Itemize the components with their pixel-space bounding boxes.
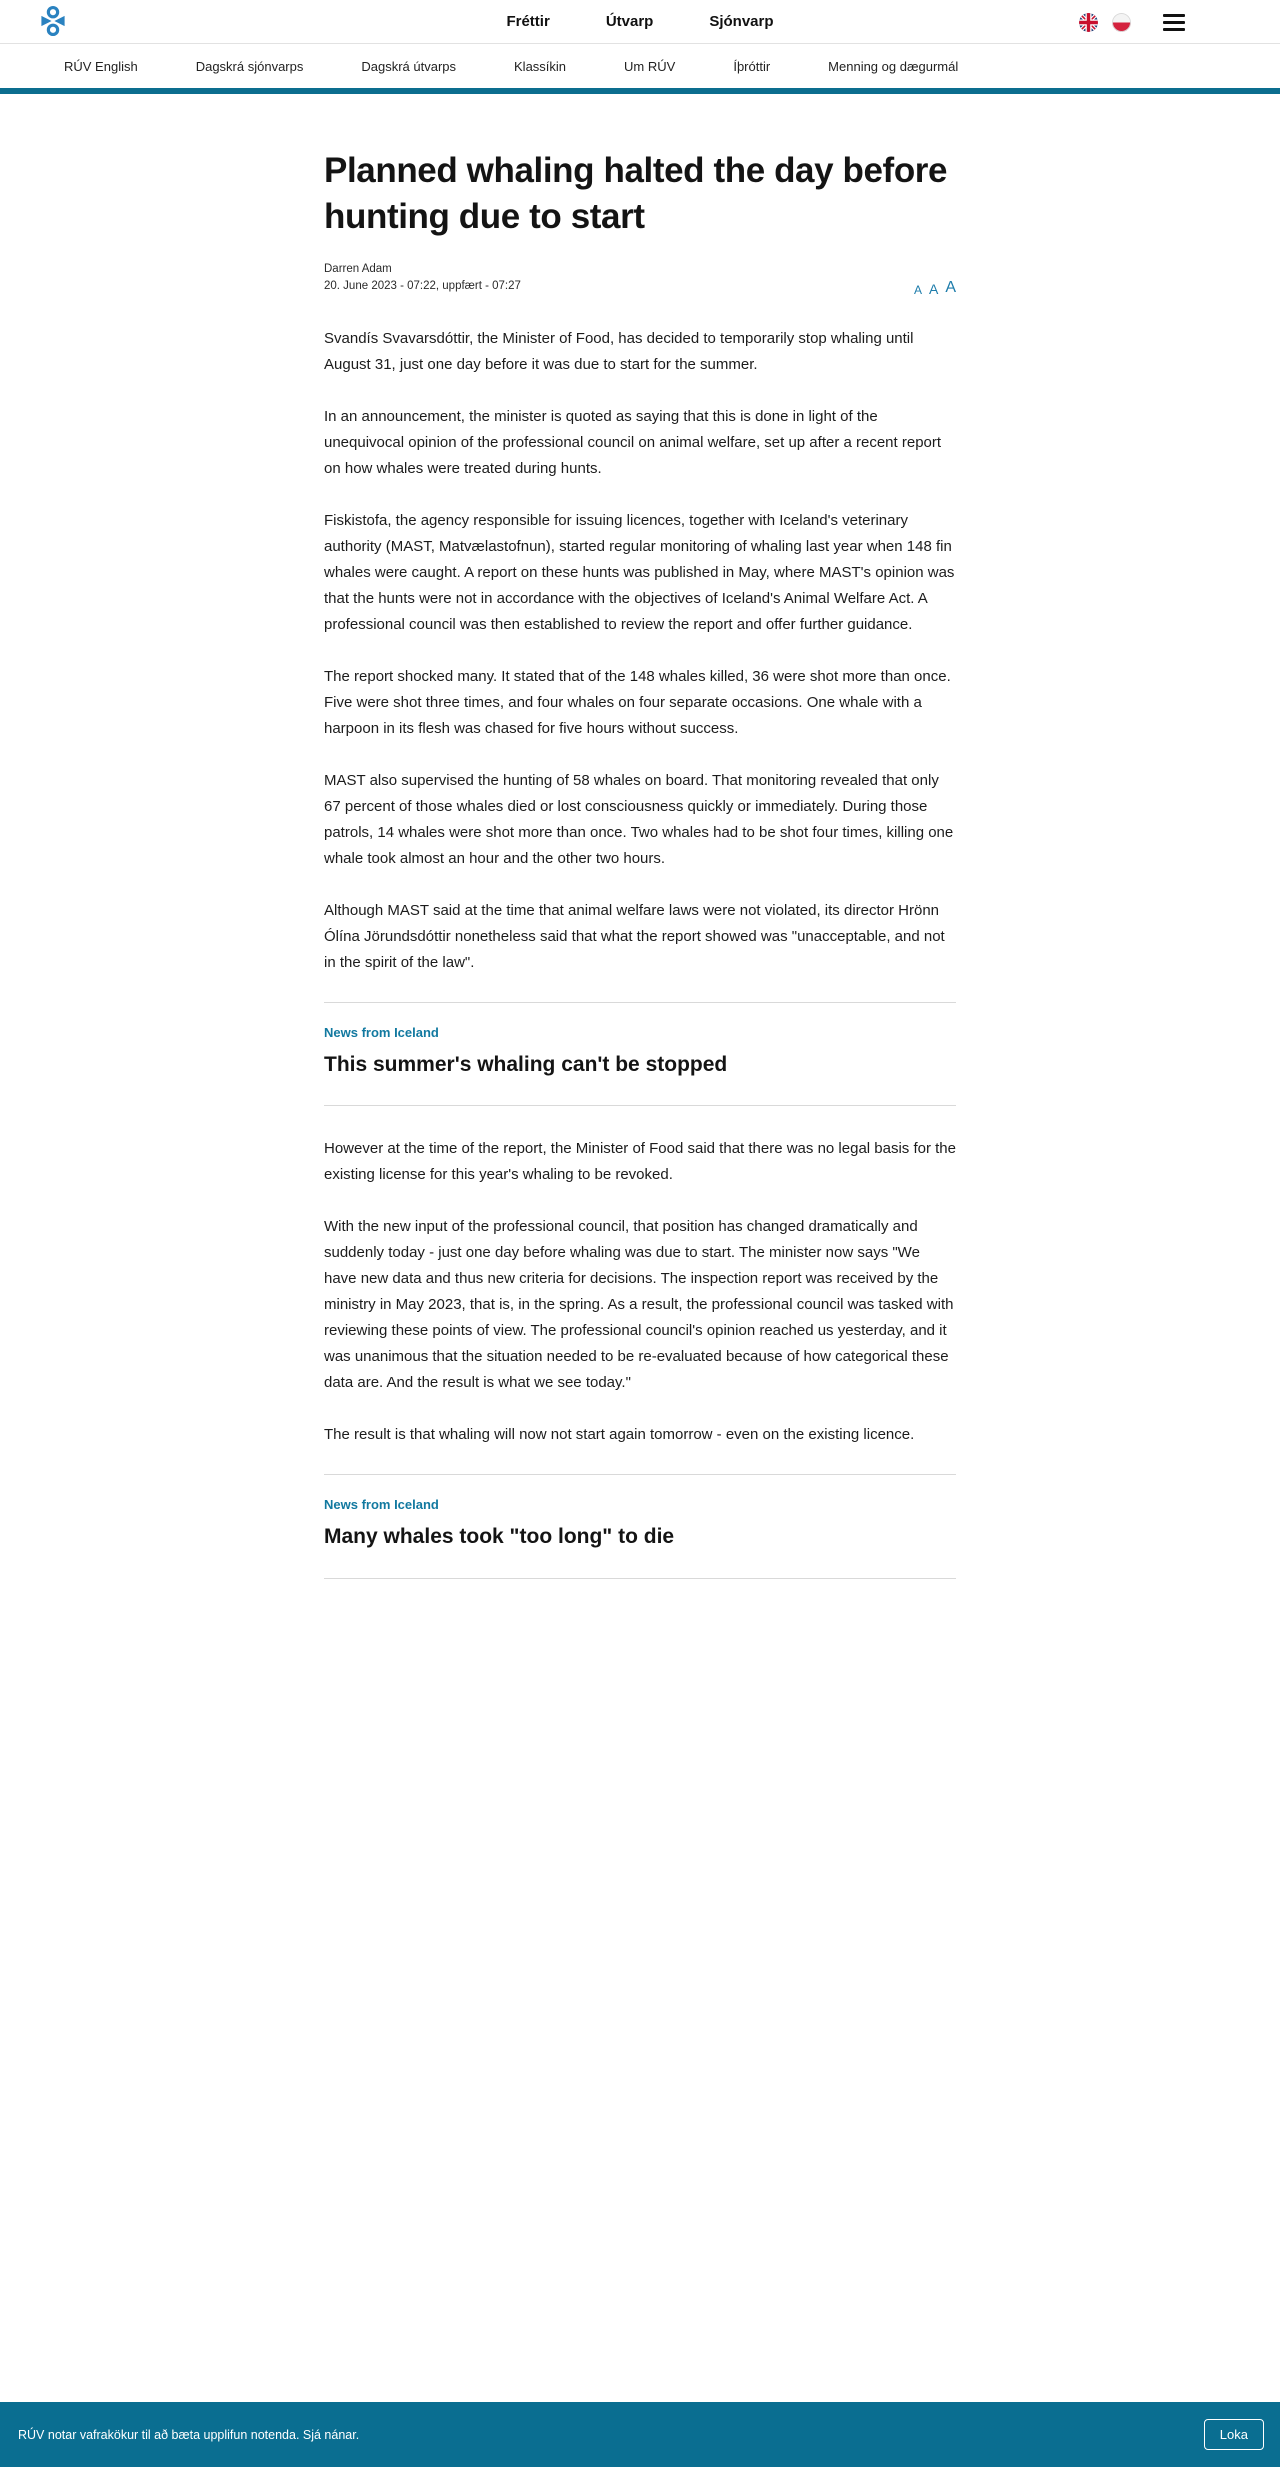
paragraph: With the new input of the professional council, that position has changed dramatically and suddenly today - just one day before whaling was due to start. The minister now says "We have new data and thus new criteria for decisions. The inspection report was received by the ministry in May 2023, that is, in the spring. As a result, the professional council was tasked with reviewing these points of view. The professional council's opinion reached us yesterday, and it was unanimous that the situation needed to be re-evaluated because of how categorical these data are. And the result is what we see today." (324, 1218, 954, 1392)
article-body (324, 326, 956, 1580)
cookie-message-text: RÚV notar vafrakökur til að bæta upplifun notenda. (18, 2427, 303, 2442)
cookie-consent-bar (0, 2402, 1280, 2467)
bottom-spacer (324, 1609, 956, 2269)
paragraph: MAST also supervised the hunting of 58 whales on board. That monitoring revealed that only 67 percent of those whales died or lost consciousness quickly or immediately. During those patrols, 14 whales were shot more than once. Two whales had to be shot four times, killing one whale took almost an hour and the other two hours. (324, 771, 954, 867)
nav-utvarp[interactable]: Útvarp (605, 13, 654, 30)
poland-flag-icon[interactable] (1112, 13, 1131, 32)
subnav-ruv-english[interactable]: RÚV English (64, 58, 138, 74)
hamburger-menu-icon[interactable] (1163, 14, 1185, 31)
byline (324, 261, 521, 296)
author-name: Darren Adam (324, 263, 392, 275)
subnav-um-ruv[interactable]: Um RÚV (624, 58, 676, 74)
nav-frettir[interactable]: Fréttir (506, 13, 550, 30)
subnav-ithrottir[interactable]: Íþróttir (733, 58, 771, 74)
subnav-dagskra-sjonvarps[interactable]: Dagskrá sjónvarps (195, 58, 304, 74)
paragraph: Although MAST said at the time that animal welfare laws were not violated, its director Hrönn Ólína Jörundsdóttir nonetheless said that what the report showed was "unacceptable, and not in the spirit of the law". (324, 901, 945, 971)
paragraph: Fiskistofa, the agency responsible for issuing licences, together with Iceland's veterinary authority (MAST, Matvælastofnun), started regular monitoring of whaling last year when 148 fin whales were caught. A report on these hunts was published in May, where MAST's opinion was that the hunts were not in accordance with the objectives of Iceland's Animal Welfare Act. A professional council was then established to review the report and offer further guidance. (324, 511, 955, 633)
ruv-logo-icon (40, 5, 66, 37)
related-article-title[interactable]: Many whales took "too long" to die (324, 1525, 675, 1549)
top-header (0, 0, 1280, 44)
cookie-close-button[interactable]: Loka (1204, 2419, 1264, 2450)
paragraph: Svandís Svavarsdóttir, the Minister of Food, has decided to temporarily stop whaling until August 31, just one day before it was due to start for the summer. (324, 329, 914, 373)
related-kicker[interactable]: News from Iceland (324, 1497, 439, 1513)
paragraph: However at the time of the report, the Minister of Food said that there was no legal basis for the existing license for this year's whaling to be revoked. (324, 1140, 956, 1184)
subnav-klassikin[interactable]: Klassíkin (514, 58, 567, 74)
nav-sjonvarp[interactable]: Sjónvarp (709, 13, 774, 30)
font-size-medium-button[interactable]: A (928, 280, 939, 297)
byline-row (324, 261, 956, 296)
subnav-menning-og-daegurmal[interactable]: Menning og dægurmál (828, 58, 959, 74)
font-size-small-button[interactable]: A (913, 282, 922, 297)
related-article-title[interactable]: This summer's whaling can't be stopped (324, 1052, 728, 1076)
publish-date: 20. June 2023 - 07:22, uppfært - 07:27 (324, 280, 521, 293)
related-kicker[interactable]: News from Iceland (324, 1024, 439, 1040)
article-main (324, 94, 956, 2269)
header-right-controls (1079, 0, 1185, 44)
font-size-large-button[interactable]: A (945, 278, 956, 296)
uk-flag-icon[interactable] (1079, 13, 1098, 32)
ruv-logo[interactable] (40, 5, 66, 42)
paragraph: The report shocked many. It stated that of the 148 whales killed, 36 were shot more than once. Five were shot three times, and four whales on four separate occasions. One whale with a harpoon in its flesh was chased for five hours without success. (324, 667, 951, 737)
cookie-message (18, 2428, 359, 2442)
secondary-nav (0, 44, 1280, 88)
cookie-more-info-link[interactable]: Sjá nánar. (302, 2427, 360, 2442)
font-size-controls (914, 280, 956, 296)
paragraph: In an announcement, the minister is quoted as saying that this is done in light of the unequivocal opinion of the professional council on animal welfare, set up after a recent report on how whales were treated during hunts. (324, 407, 942, 477)
main-nav (506, 13, 773, 30)
related-article-card[interactable] (324, 1002, 956, 1107)
subnav-dagskra-utvarps[interactable]: Dagskrá útvarps (361, 58, 457, 74)
article-title: Planned whaling halted the day before hunting due to start (324, 151, 948, 236)
paragraph: The result is that whaling will now not start again tomorrow - even on the existing licence. (324, 1426, 915, 1444)
related-article-card[interactable] (324, 1474, 956, 1579)
